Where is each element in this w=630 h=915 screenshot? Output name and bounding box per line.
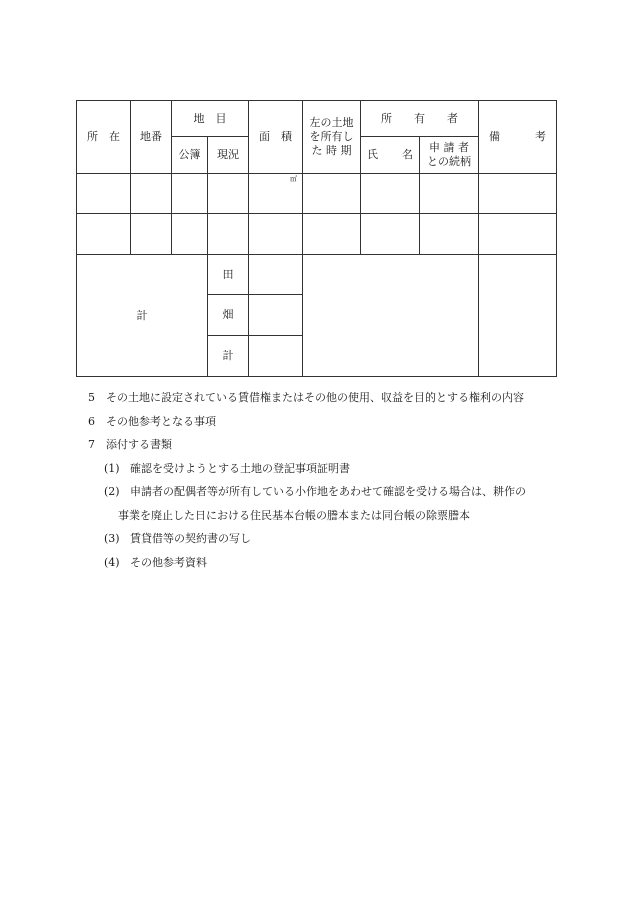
remarks-char: 考 <box>535 130 546 144</box>
cell-lot-number[interactable] <box>131 174 172 214</box>
remarks-char: 備 <box>489 130 500 144</box>
acquired-time-line: 左の土地 <box>309 116 354 130</box>
subtotal-label-rice: 田 <box>208 255 249 295</box>
cell-actual[interactable] <box>208 214 249 255</box>
relation-line: との続柄 <box>427 155 471 168</box>
acquired-time-line: た 時 期 <box>311 143 352 157</box>
note-number: 6 <box>88 414 95 428</box>
cell-area[interactable] <box>249 174 303 214</box>
total-label: 計 <box>77 255 208 377</box>
note-item <box>88 386 568 410</box>
cell-subtotal-total[interactable] <box>249 336 303 377</box>
cell-actual[interactable] <box>208 174 249 214</box>
cell-lot-number[interactable] <box>131 214 172 255</box>
table-row <box>77 214 557 255</box>
header-remarks <box>479 101 557 174</box>
acquired-time-line: を所有し <box>309 130 354 144</box>
cell-relation[interactable] <box>420 214 479 255</box>
attachment-item <box>88 551 568 575</box>
land-table <box>76 100 557 377</box>
header-area: 面 積 <box>249 101 303 174</box>
cell-registry[interactable] <box>172 214 208 255</box>
cell-owner-name[interactable] <box>361 174 420 214</box>
attachment-item <box>88 457 568 481</box>
owner-name-char: 名 <box>402 148 413 162</box>
note-item <box>88 410 568 434</box>
header-owner: 所 有 者 <box>361 101 479 137</box>
attachment-item <box>88 480 568 504</box>
attachment-text: 賃貸借等の契約書の写し <box>130 532 251 545</box>
area-unit: ㎡ <box>290 175 297 183</box>
note-text: その土地に設定されている賃借権またはその他の使用、収益を目的とする権利の内容 <box>106 391 524 404</box>
cell-acquired-time[interactable] <box>303 214 361 255</box>
cell-subtotal-field[interactable] <box>249 295 303 336</box>
notes-section <box>88 386 568 574</box>
header-acquired-time <box>303 101 361 174</box>
cell-registry[interactable] <box>172 174 208 214</box>
header-lot-number: 地番 <box>131 101 172 174</box>
attachment-number: (1) <box>104 461 120 475</box>
note-item <box>88 433 568 457</box>
table-row <box>77 174 557 214</box>
cell-total-blank <box>303 255 479 377</box>
relation-line: 申 請 者 <box>429 141 469 155</box>
note-number: 5 <box>88 391 95 404</box>
cell-acquired-time[interactable] <box>303 174 361 214</box>
attachment-text: 確認を受けようとする土地の登記事項証明書 <box>130 461 350 475</box>
attachment-number: (3) <box>104 532 120 545</box>
cell-remarks[interactable] <box>479 214 557 255</box>
subtotal-label-total: 計 <box>208 336 249 377</box>
attachment-continuation: 事業を廃止した日における住民基本台帳の謄本または同台帳の除票謄本 <box>118 508 470 522</box>
subtotal-label-field: 畑 <box>208 295 249 336</box>
cell-remarks[interactable] <box>479 174 557 214</box>
cell-location[interactable] <box>77 174 131 214</box>
header-owner-name <box>361 137 420 174</box>
attachment-text: その他参考資料 <box>130 555 207 569</box>
header-relation <box>420 137 479 174</box>
note-number: 7 <box>88 438 95 451</box>
note-text: 添付する書類 <box>106 438 172 451</box>
cell-location[interactable] <box>77 214 131 255</box>
attachment-number: (4) <box>104 555 120 569</box>
header-location: 所 在 <box>77 101 131 174</box>
cell-subtotal-rice[interactable] <box>249 255 303 295</box>
note-text: その他参考となる事項 <box>106 414 216 428</box>
owner-name-char: 氏 <box>367 148 378 162</box>
header-land-category: 地 目 <box>172 101 249 137</box>
cell-owner-name[interactable] <box>361 214 420 255</box>
attachment-number: (2) <box>104 485 120 498</box>
header-registry: 公簿 <box>172 137 208 174</box>
cell-total-remarks[interactable] <box>479 255 557 377</box>
attachment-text: 申請者の配偶者等が所有している小作地をあわせて確認を受ける場合は、耕作の <box>130 485 526 498</box>
cell-relation[interactable] <box>420 174 479 214</box>
header-actual: 現況 <box>208 137 249 174</box>
attachment-item <box>88 527 568 551</box>
cell-area[interactable] <box>249 214 303 255</box>
